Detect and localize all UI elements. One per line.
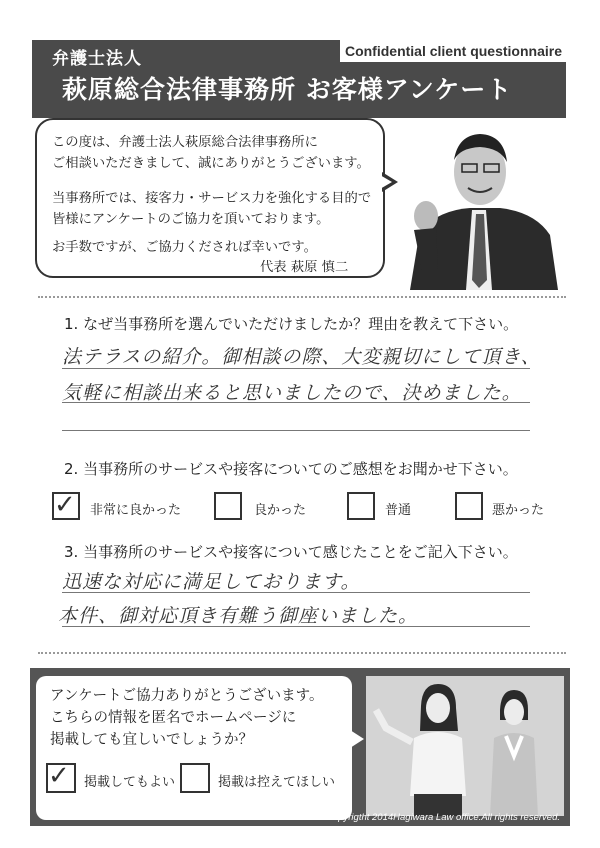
rating-label-very-good: 非常に良かった [90, 503, 182, 518]
answer-1-line-1: 法テラスの紹介。御相談の際、大変親切にして頂き、 [62, 346, 541, 368]
copyright-text: Copyrigtht 2014Hagiwara Law office.All rights reserved. [326, 812, 560, 823]
representative-photo [400, 120, 560, 290]
answer-rule [62, 626, 530, 627]
staff-photo [366, 676, 564, 816]
answer-rule [62, 592, 530, 593]
answer-3-line-1: 迅速な対応に満足しております。 [62, 571, 361, 593]
answer-rule [62, 368, 530, 369]
publish-decline-label: 掲載は控えてほしい [218, 775, 336, 790]
greeting-line: 当事務所では、接客力・サービス力を強化する目的で [52, 191, 372, 206]
footer-bubble-tail [350, 730, 364, 748]
answer-rule [62, 402, 530, 403]
question-3: 3. 当事務所のサービスや接客について感じたことをご記入下さい。 [64, 543, 518, 561]
greeting-line: この度は、弁護士法人萩原総合法律事務所に [52, 135, 318, 150]
rating-label-bad: 悪かった [492, 503, 545, 518]
answer-1-line-2: 気軽に相談出来ると思いましたので、決めました。 [62, 382, 522, 404]
confidential-label: Confidential client questionnaire [340, 40, 566, 62]
rating-checkbox-neutral[interactable] [347, 492, 375, 520]
question-1: 1. なぜ当事務所を選んでいただけましたか？理由を教えて下さい。 [64, 315, 519, 333]
footer-line: 掲載しても宜しいでしょうか？ [50, 732, 253, 748]
greeting-line: お手数ですが、ご協力くだされば幸いです。 [52, 240, 317, 255]
greeting-line: ご相談いただきまして、誠にありがとうございます。 [52, 156, 370, 171]
firm-type-label: 弁護士法人 [52, 49, 142, 69]
answer-3-line-2: 本件、御対応頂き有難う御座いました。 [58, 605, 419, 627]
section-divider [38, 296, 566, 298]
footer-line: アンケートご協力ありがとうございます。 [50, 688, 324, 704]
publish-ok-label: 掲載してもよい [84, 775, 176, 790]
signer-name: 代表 萩原 慎二 [260, 260, 349, 275]
check-mark-icon: ✓ [48, 761, 70, 791]
publish-decline-checkbox[interactable] [180, 763, 210, 793]
check-mark-icon: ✓ [54, 490, 76, 520]
page-title: 萩原総合法律事務所 お客様アンケート [62, 75, 513, 104]
question-2: 2. 当事務所のサービスや接客についてのご感想をお聞かせ下さい。 [64, 460, 518, 478]
rating-label-neutral: 普通 [385, 503, 412, 518]
section-divider [38, 652, 566, 654]
footer-line: こちらの情報を匿名でホームページに [50, 710, 297, 726]
rating-checkbox-bad[interactable] [455, 492, 483, 520]
greeting-line: 皆様にアンケートのご協力を頂いております。 [52, 212, 330, 227]
rating-checkbox-good[interactable] [214, 492, 242, 520]
answer-rule [62, 430, 530, 431]
rating-label-good: 良かった [254, 503, 307, 518]
